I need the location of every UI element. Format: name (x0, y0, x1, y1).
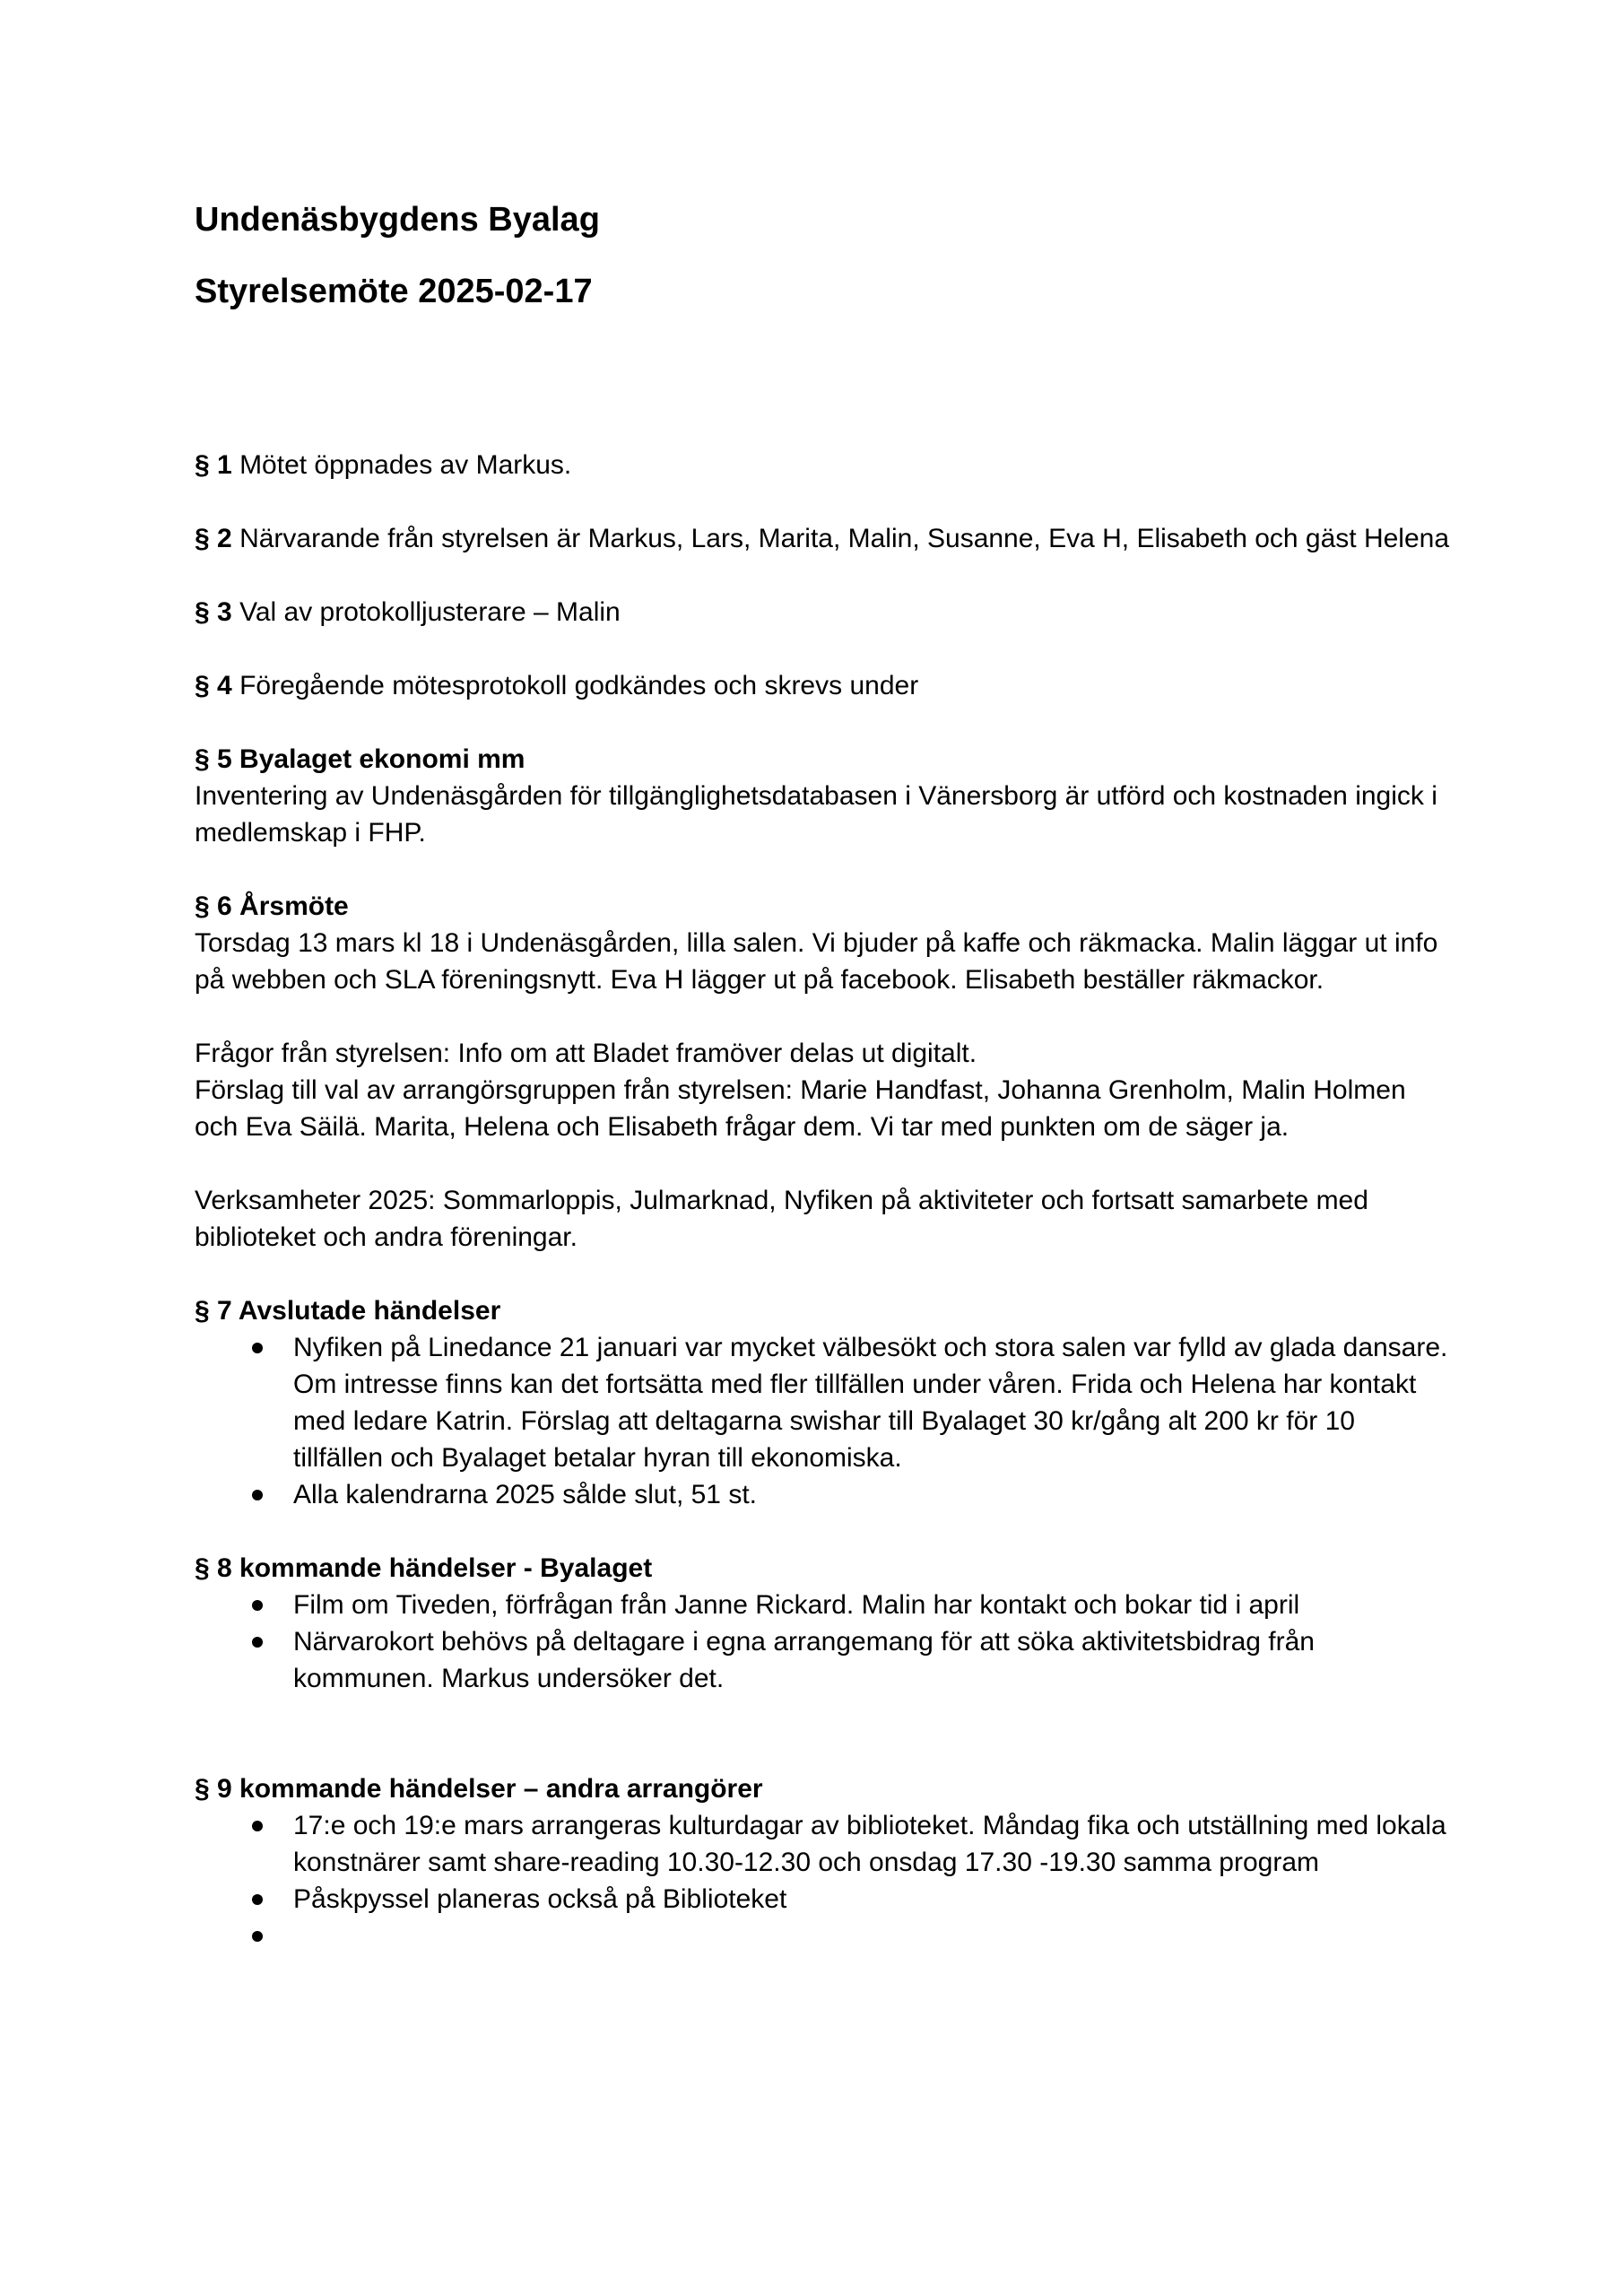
bullet-icon (252, 1343, 263, 1353)
section-number: § 4 (195, 671, 232, 700)
section-1 (195, 447, 1450, 483)
section-2 (195, 520, 1450, 557)
bullet-list (195, 1587, 1450, 1697)
section-heading: § 5 Byalaget ekonomi mm (195, 744, 525, 774)
section-text: Mötet öppnades av Markus. (239, 450, 572, 480)
document-title: Undenäsbygdens Byalag (195, 201, 600, 239)
section-paragraph: Förslag till val av arrangörsgruppen från styrelsen: Marie Handfast, Johanna Grenholm, Malin Holmen och Eva Säilä. Marita, Helena och Elisabeth frågar dem. Vi tar med punkten om de säger ja. (195, 1075, 1406, 1142)
list-item (195, 1918, 1450, 1954)
list-item-text: Påskpyssel planeras också på Biblioteket (293, 1884, 787, 1914)
bullet-icon (252, 1637, 263, 1648)
section-2-paragraph (195, 520, 1450, 557)
section-text: Val av protokolljusterare – Malin (239, 597, 621, 627)
list-item (195, 1329, 1450, 1476)
section-8 (195, 1550, 1450, 1697)
section-heading: § 9 kommande händelser – andra arrangörer (195, 1774, 763, 1804)
bullet-icon (252, 1894, 263, 1905)
bullet-icon (252, 1821, 263, 1831)
list-item (195, 1623, 1450, 1697)
section-heading: § 6 Årsmöte (195, 891, 349, 921)
list-item-text: Film om Tiveden, förfrågan från Janne Rickard. Malin har kontakt och bokar tid i april (293, 1590, 1300, 1620)
section-paragraph: Verksamheter 2025: Sommarloppis, Julmarknad, Nyfiken på aktiviteter och fortsatt samarbete med biblioteket och andra föreningar. (195, 1186, 1368, 1252)
list-item (195, 1881, 1450, 1918)
section-4 (195, 667, 1450, 704)
bullet-list (195, 1329, 1450, 1513)
list-item-text: Alla kalendrarna 2025 sålde slut, 51 st. (293, 1480, 757, 1509)
section-9 (195, 1770, 1450, 1954)
section-text: Föregående mötesprotokoll godkändes och skrevs under (239, 671, 919, 700)
section-5 (195, 741, 1450, 851)
section-number: § 3 (195, 597, 232, 627)
section-1-paragraph (195, 447, 1450, 483)
section-number: § 2 (195, 524, 232, 553)
meeting-date-heading: Styrelsemöte 2025-02-17 (195, 273, 593, 310)
section-paragraph: Torsdag 13 mars kl 18 i Undenäsgården, lilla salen. Vi bjuder på kaffe och räkmacka. Malin läggar ut info på webben och SLA föreningsnytt. Eva H lägger ut på facebook. Elisabeth beställer räkmackor. (195, 928, 1438, 995)
section-heading: § 7 Avslutade händelser (195, 1296, 501, 1326)
bullet-icon (252, 1600, 263, 1611)
section-heading: § 8 kommande händelser - Byalaget (195, 1553, 653, 1583)
section-3 (195, 594, 1450, 631)
section-6 (195, 888, 1450, 1256)
bullet-list (195, 1807, 1450, 1954)
section-paragraph: Frågor från styrelsen: Info om att Bladet framöver delas ut digitalt. (195, 1039, 977, 1068)
section-4-paragraph (195, 667, 1450, 704)
list-item-text: Nyfiken på Linedance 21 januari var mycket välbesökt och stora salen var fylld av glada dansare. Om intresse finns kan det fortsätta med fler tillfällen under våren. Frida och Helena har kontakt med ledare Katrin. Förslag att deltagarna swishar till Byalaget 30 kr/gång alt 200 kr för 10 tillfällen och Byalaget betalar hyran till ekonomiska. (293, 1333, 1448, 1473)
list-item (195, 1476, 1450, 1513)
list-item-text: Närvarokort behövs på deltagare i egna arrangemang för att söka aktivitetsbidrag från kommunen. Markus undersöker det. (293, 1627, 1315, 1693)
section-7 (195, 1292, 1450, 1513)
bullet-icon (252, 1931, 263, 1942)
section-paragraph: Inventering av Undenäsgården för tillgänglighetsdatabasen i Vänersborg är utförd och kostnaden ingick i medlemskap i FHP. (195, 781, 1437, 848)
bullet-icon (252, 1490, 263, 1500)
section-3-paragraph (195, 594, 1450, 631)
document-content (195, 196, 1450, 1991)
paragraph-gap (195, 1145, 1450, 1182)
list-item (195, 1587, 1450, 1623)
section-text: Närvarande från styrelsen är Markus, Lars, Marita, Malin, Susanne, Eva H, Elisabeth och gäst Helena (239, 524, 1450, 553)
list-item (195, 1807, 1450, 1881)
list-item-text: 17:e och 19:e mars arrangeras kulturdagar av biblioteket. Måndag fika och utställning med lokala konstnärer samt share-reading 10.30-12.30 och onsdag 17.30 -19.30 samma program (293, 1811, 1446, 1877)
section-number: § 1 (195, 450, 232, 480)
paragraph-gap (195, 998, 1450, 1035)
